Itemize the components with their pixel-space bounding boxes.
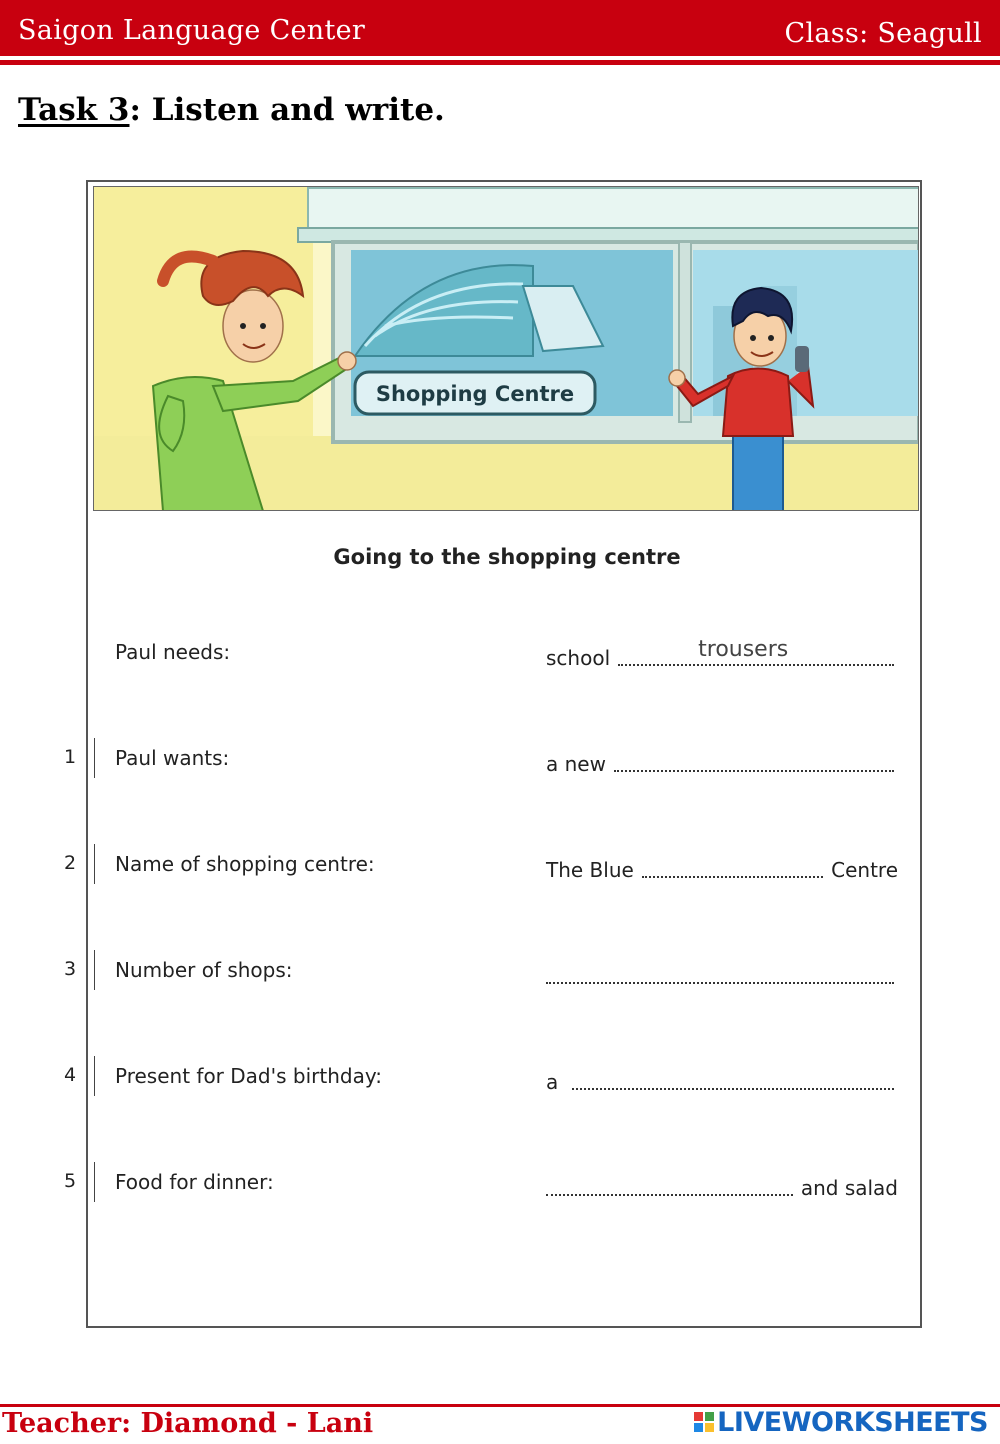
logo-grid-icon — [694, 1412, 714, 1432]
row-divider — [94, 950, 95, 990]
question-number: 3 — [63, 958, 77, 980]
teacher-name: Teacher: Diamond - Lani — [2, 1408, 374, 1439]
task-number: Task 3 — [18, 92, 130, 128]
answer-suffix: Centre — [831, 858, 898, 882]
liveworksheets-logo — [694, 1406, 988, 1438]
answer-input-1[interactable] — [614, 752, 894, 772]
answer-area — [546, 1172, 898, 1200]
example-prefix: school — [546, 646, 611, 670]
shopping-centre-illustration — [93, 186, 919, 511]
question-number: 1 — [63, 746, 77, 768]
question-number: 4 — [63, 1064, 77, 1086]
answer-input-2[interactable] — [642, 858, 823, 878]
answer-input-5[interactable] — [546, 1176, 793, 1196]
question-label: Food for dinner: — [115, 1170, 274, 1194]
task-title — [18, 92, 445, 128]
question-number: 2 — [63, 852, 77, 874]
answer-area — [546, 854, 898, 882]
question-label: Number of shops: — [115, 958, 293, 982]
class-label: Class: Seagull — [784, 18, 982, 49]
answer-input-3[interactable] — [546, 964, 894, 984]
question-row-4 — [0, 1056, 1000, 1096]
logo-text: LIVEWORKSHEETS — [717, 1406, 988, 1438]
question-row-1 — [0, 738, 1000, 778]
answer-prefix: a — [546, 1070, 559, 1094]
answer-prefix: The Blue — [546, 858, 634, 882]
worksheet-heading: Going to the shopping centre — [333, 545, 681, 569]
row-divider — [94, 1162, 95, 1202]
header-divider — [0, 60, 1000, 65]
header-bar — [0, 0, 1000, 56]
task-instruction: : Listen and write. — [129, 92, 445, 128]
example-label: Paul needs: — [115, 640, 231, 664]
answer-area — [546, 748, 898, 776]
row-divider — [94, 1056, 95, 1096]
question-label: Name of shopping centre: — [115, 852, 375, 876]
center-name: Saigon Language Center — [18, 15, 366, 46]
question-number: 5 — [63, 1170, 77, 1192]
answer-suffix: and salad — [800, 1176, 898, 1200]
row-divider — [94, 738, 95, 778]
example-answer — [546, 637, 898, 670]
row-divider — [94, 844, 95, 884]
answer-prefix: a new — [546, 752, 606, 776]
example-answer-text: trousers — [698, 637, 789, 662]
answer-area — [546, 960, 898, 988]
shopping-centre-sign: Shopping Centre — [375, 382, 575, 406]
example-row — [0, 632, 1000, 672]
question-label: Paul wants: — [115, 746, 230, 770]
question-row-3 — [0, 950, 1000, 990]
question-row-2 — [0, 844, 1000, 884]
answer-input-4[interactable] — [572, 1070, 894, 1090]
question-row-5 — [0, 1162, 1000, 1202]
question-label: Present for Dad's birthday: — [115, 1064, 382, 1088]
example-answer-line — [618, 637, 894, 666]
answer-area — [546, 1066, 898, 1094]
